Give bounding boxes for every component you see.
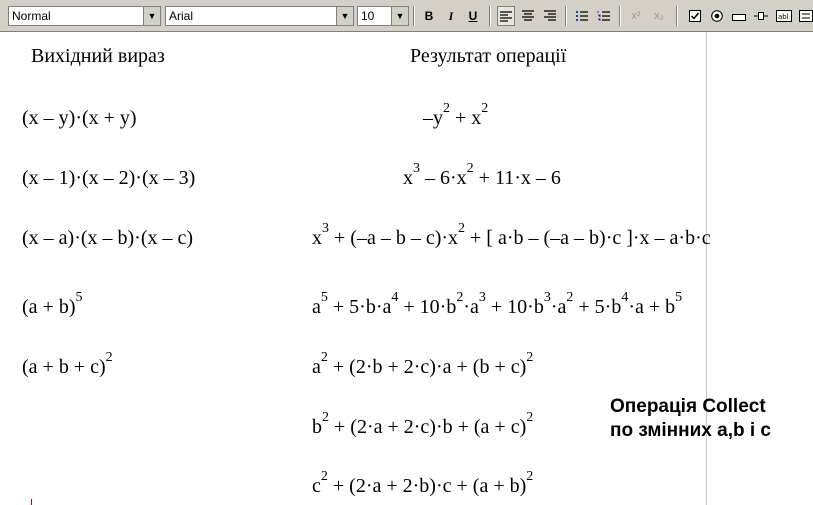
input-expression-4: $(a + b)^5$ [22, 290, 83, 318]
radio-icon [711, 10, 723, 22]
list-box-icon [799, 10, 813, 22]
numbered-list-button[interactable] [595, 6, 613, 26]
align-right-button[interactable] [541, 6, 559, 26]
input-expression-1: (x – y)·(x + y) [22, 107, 137, 129]
chevron-down-icon[interactable]: ▼ [336, 7, 353, 25]
result-expression-5a: $a^2 + (2\cdot b + 2\cdot c)\cdot a + (b + c)^2$ [312, 350, 534, 378]
italic-button[interactable]: I [448, 9, 454, 23]
toolbar-separator [565, 6, 567, 26]
note-line-2: по змінних a,b і c [610, 420, 771, 441]
input-expression-3: (x – a)·(x – b)·(x – c) [22, 227, 194, 249]
align-center-icon [521, 10, 535, 22]
note-line-1: Операція Collect [610, 396, 766, 417]
toolbar-separator [676, 6, 678, 26]
underline-button[interactable]: U [468, 9, 478, 23]
input-expression-5: $(a + b + c)^2$ [22, 350, 113, 378]
font-size-dropdown[interactable] [357, 6, 409, 26]
align-center-button[interactable] [519, 6, 537, 26]
result-expression-4: $a^5 + 5\cdot b\cdot a^4 + 10\cdot b^2\cdot a^3 + 10\cdot b^3\cdot a^2 + 5\cdot b^4\cdot a + b^5$ [312, 290, 683, 318]
chevron-down-icon[interactable]: ▼ [391, 7, 408, 25]
radio-tool-button[interactable] [708, 6, 726, 26]
textbox-tool-button[interactable] [730, 6, 748, 26]
style-dropdown[interactable] [8, 6, 161, 26]
result-expression-2: $x^3 - 6\cdot x^2 + 11\cdot x - 6$ [403, 161, 561, 189]
align-right-icon [543, 10, 557, 22]
list-box-tool-button[interactable] [797, 6, 813, 26]
label-icon [776, 10, 792, 22]
subscript-button[interactable]: x₂ [654, 10, 664, 22]
collect-operation-note [610, 395, 771, 443]
checkbox-icon [689, 10, 701, 22]
result-expression-1: $-y^2 + x^2$ [423, 101, 489, 129]
header-operation-result: Результат операції [410, 45, 567, 67]
bullet-list-button[interactable] [573, 6, 591, 26]
label-tool-button[interactable] [775, 6, 793, 26]
toolbar-separator [489, 6, 491, 26]
font-dropdown[interactable] [165, 6, 354, 26]
font-size-value: 10 [361, 9, 375, 23]
align-left-icon [499, 11, 513, 23]
toolbar-separator [619, 6, 621, 26]
numbered-list-icon [597, 10, 611, 22]
header-input-expression: Вихідний вираз [31, 45, 165, 67]
toolbar-separator [413, 6, 415, 26]
bullet-list-icon [575, 10, 589, 22]
text-cursor [31, 499, 32, 505]
font-value: Arial [169, 9, 194, 23]
result-expression-5b: $b^2 + (2\cdot a + 2\cdot c)\cdot b + (a + c)^2$ [312, 410, 534, 438]
result-expression-5c: $c^2 + (2\cdot a + 2\cdot b)\cdot c + (a + b)^2$ [312, 469, 534, 497]
push-button-icon [753, 10, 769, 22]
align-left-button[interactable] [497, 6, 515, 26]
svg-text:abl: abl [778, 13, 789, 21]
formatting-toolbar [0, 0, 813, 32]
result-expression-3: $x^3 + (-a - b - c)\cdot x^2$ + [ a·b – (–a – b)·c ]·x – a·b·c [312, 221, 711, 249]
checkbox-tool-button[interactable] [686, 6, 704, 26]
style-value: Normal [12, 9, 51, 23]
superscript-button[interactable]: x² [631, 10, 641, 22]
bold-button[interactable]: B [424, 9, 434, 23]
button-tool-button[interactable] [752, 6, 770, 26]
textbox-icon [732, 10, 746, 22]
input-expression-2: (x – 1)·(x – 2)·(x – 3) [22, 167, 196, 189]
chevron-down-icon[interactable]: ▼ [143, 7, 160, 25]
